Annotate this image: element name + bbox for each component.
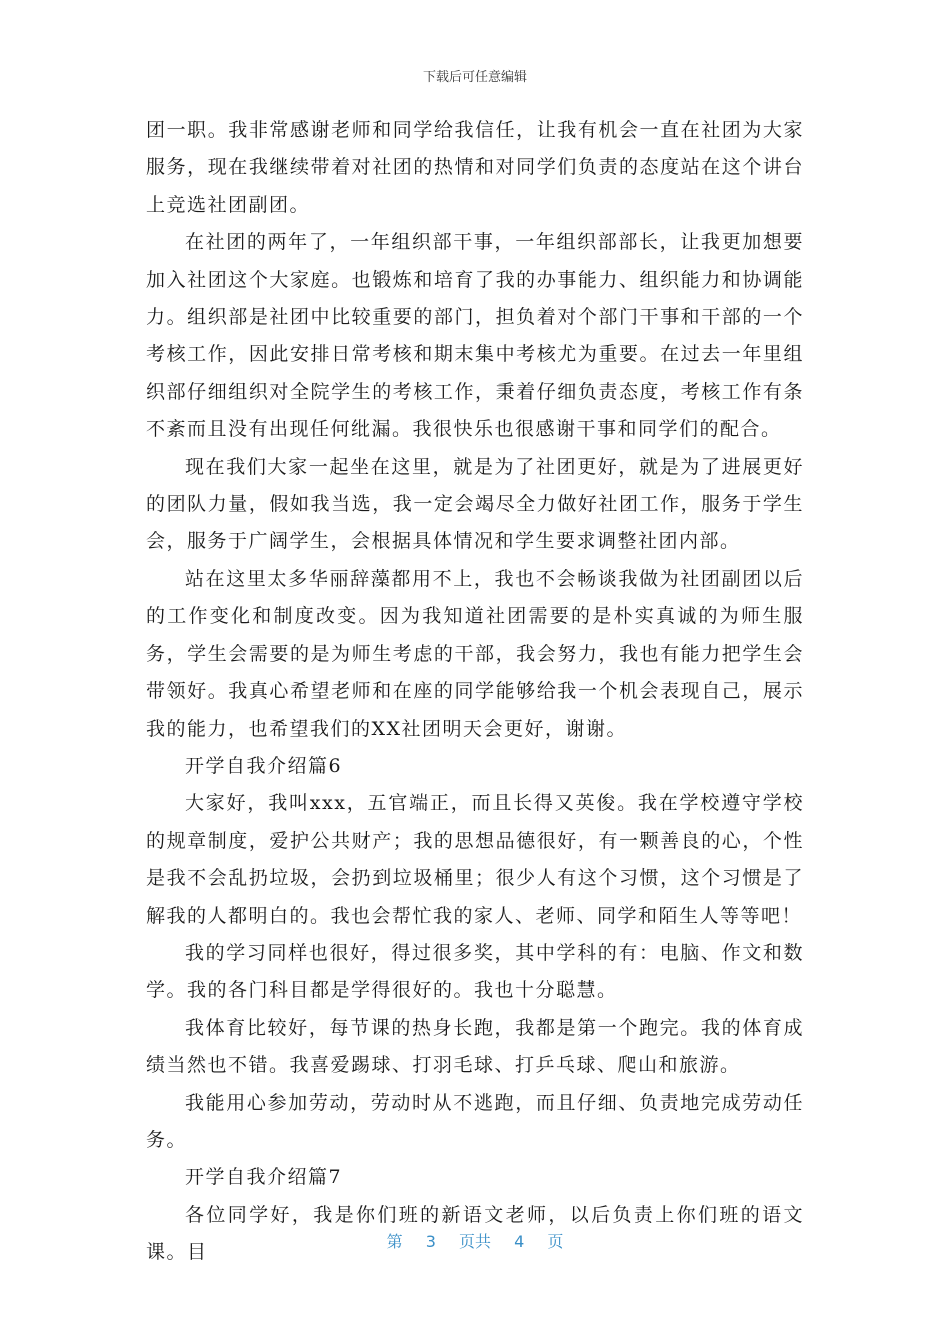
paragraph: 我能用心参加劳动，劳动时从不逃跑，而且仔细、负责地完成劳动任务。 xyxy=(146,1091,804,1151)
paragraph: 各位同学好，我是你们班的新语文老师，以后负责上你们班的语文课。目 xyxy=(146,1203,804,1264)
document-body xyxy=(146,112,804,1272)
section-heading: 开学自我介绍篇7 xyxy=(185,1166,343,1189)
page-header: 下载后可任意编辑 xyxy=(422,70,527,85)
paragraph: 在社团的两年了，一年组织部干事，一年组织部部长，让我更加想要加入社团这个大家庭。也锻炼和培育了我的办事能力、组织能力和协调能力。组织部是社团中比较重要的部门，担负着对个部门干事和干部的一个考核工作，因此安排日常考核和期末集中考核尤为重要。在过去一年里组织部仔细组织对全院学生的考核工作，秉着仔细负责态度，考核工作有条不紊而且没有出现任何纰漏。我很快乐也很感谢干事和同学们的配合。 xyxy=(146,231,804,441)
paragraph-continuation: 团一职。我非常感谢老师和同学给我信任，让我有机会一直在社团为大家服务，现在我继续带着对社团的热情和对同学们负责的态度站在这个讲台上竞选社团副团。 xyxy=(146,119,804,216)
paragraph: 我的学习同样也很好，得过很多奖，其中学科的有：电脑、作文和数学。我的各门科目都是学得很好的。我也十分聪慧。 xyxy=(146,941,804,1002)
paragraph: 现在我们大家一起坐在这里，就是为了社团更好，就是为了进展更好的团队力量，假如我当选，我一定会竭尽全力做好社团工作，服务于学生会，服务于广阔学生，会根据具体情况和学生要求调整社团内部。 xyxy=(146,455,804,553)
paragraph: 大家好，我叫xxx，五官端正，而且长得又英俊。我在学校遵守学校的规章制度，爱护公共财产；我的思想品德很好，有一颗善良的心，个性是我不会乱扔垃圾，会扔到垃圾桶里；很少人有这个习惯，这个习惯是了解我的人都明白的。我也会帮忙我的家人、老师、同学和陌生人等等吧！ xyxy=(146,792,804,927)
section-heading: 开学自我介绍篇6 xyxy=(185,754,343,777)
page-number-footer: 第 3 页共 4 页 xyxy=(386,1232,564,1251)
paragraph: 站在这里太多华丽辞藻都用不上，我也不会畅谈我做为社团副团以后的工作变化和制度改变。因为我知道社团需要的是朴实真诚的为师生服务，学生会需要的是为师生考虑的干部，我会努力，我也有能力把学生会带领好。我真心希望老师和在座的同学能够给我一个机会表现自己，展示我的能力，也希望我们的XX社团明天会更好，谢谢。 xyxy=(146,567,804,740)
paragraph: 我体育比较好，每节课的热身长跑，我都是第一个跑完。我的体育成绩当然也不错。我喜爱踢球、打羽毛球、打乒乓球、爬山和旅游。 xyxy=(146,1016,804,1077)
